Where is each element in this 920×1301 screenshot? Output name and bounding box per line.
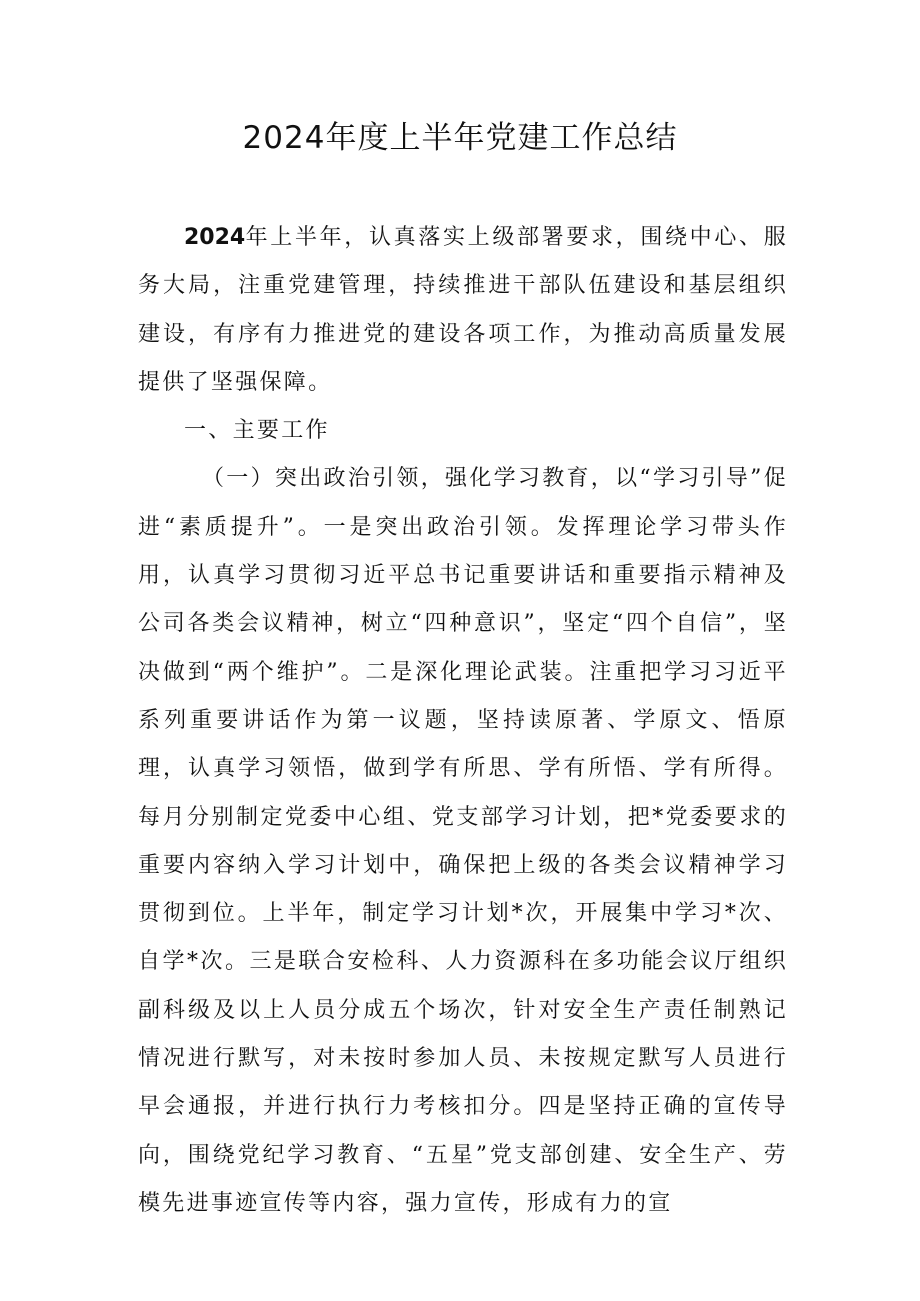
intro-text: 年上半年，认真落实上级部署要求，围绕中心、服务大局，注重党建管理，持续推进干部队伍建设和基层组织建设，有序有力推进党的建设各项工作，为推动高质量发展提供了坚强保障。 (138, 225, 788, 395)
document-title: 2024年度上半年党建工作总结 (242, 120, 678, 156)
intro-paragraph (138, 214, 788, 407)
section-heading-main-work: 一、主要工作 (184, 418, 330, 444)
section-paragraph-political-guidance: （一）突出政治引领，强化学习教育，以“学习引导”促进“素质提升”。一是突出政治引领。发挥理论学习带头作用，认真学习贯彻习近平总书记重要讲话和重要指示精神及公司各类会议精神，树立“四种意识”，坚定“四个自信”，坚决做到“两个维护”。二是深化理论武装。注重把学习习近平系列重要讲话作为第一议题，坚持读原著、学原文、悟原理，认真学习领悟，做到学有所思、学有所悟、学有所得。每月分别制定党委中心组、党支部学习计划，把*党委要求的重要内容纳入学习计划中，确保把上级的各类会议精神学习贯彻到位。上半年，制定学习计划*次，开展集中学习*次、自学*次。三是联合安检科、人力资源科在多功能会议厅组织副科级及以上人员分成五个场次，针对安全生产责任制熟记情况进行默写，对未按时参加人员、未按规定默写人员进行早会通报，并进行执行力考核扣分。四是坚持正确的宣传导向，围绕党纪学习教育、“五星”党支部创建、安全生产、劳模先进事迹宣传等内容，强力宣传，形成有力的宣 (138, 466, 788, 1216)
intro-year: 2024 (184, 225, 246, 250)
document-body (138, 214, 788, 1228)
